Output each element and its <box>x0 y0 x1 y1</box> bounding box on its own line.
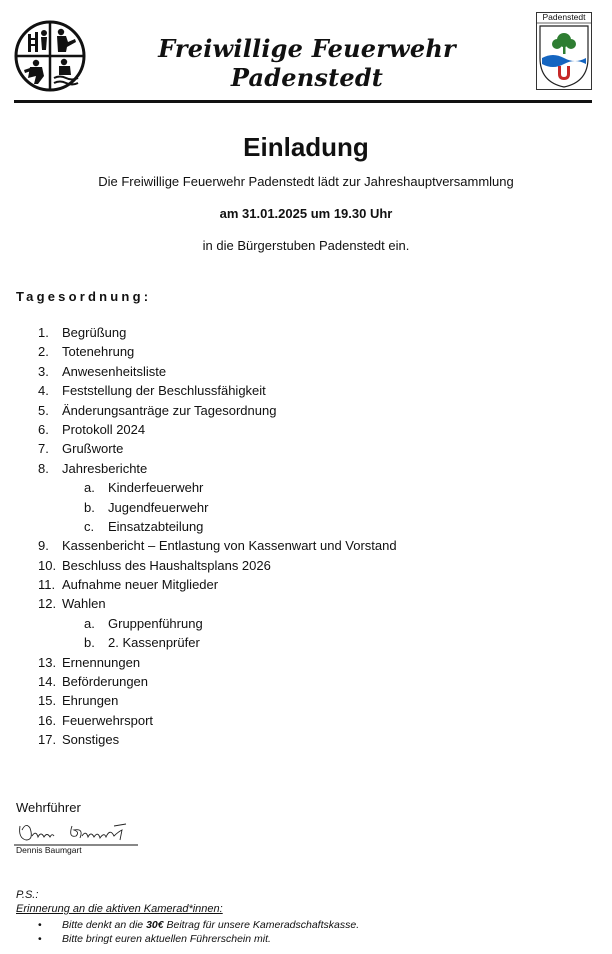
agenda-item-text: 2. Kassenprüfer <box>108 635 200 651</box>
agenda-item-text: Gruppenführung <box>108 615 203 631</box>
crest-label: Padenstedt <box>542 12 586 22</box>
agenda-item-number: a. <box>84 615 95 631</box>
agenda-subitem <box>0 633 612 652</box>
agenda-item-text: Aufnahme neuer Mitglieder <box>62 577 219 593</box>
agenda-item <box>0 342 612 361</box>
bullet-icon: • <box>38 933 42 945</box>
intro-line-3: in die Bürgerstuben Padenstedt ein. <box>202 238 410 253</box>
agenda-item <box>0 672 612 691</box>
agenda-subitem <box>0 614 612 633</box>
agenda-heading: Tagesordnung: <box>16 289 152 304</box>
agenda-item-number: 12. <box>38 596 57 612</box>
ps-list-item <box>0 918 612 932</box>
agenda-item-text: Kassenbericht – Entlastung von Kassenwart und Vorstand <box>62 538 397 554</box>
padenstedt-crest-icon <box>536 12 592 90</box>
agenda-item <box>0 420 612 439</box>
header-divider <box>14 100 592 103</box>
signature-role: Wehrführer <box>16 800 81 815</box>
agenda-item-number: 3. <box>38 363 49 379</box>
agenda-item-text: Begrüßung <box>62 325 127 340</box>
agenda-item-text: Sonstiges <box>62 732 120 748</box>
agenda-item <box>0 323 612 342</box>
firefighter-emblem-icon <box>14 20 86 92</box>
agenda-item-number: 9. <box>38 538 49 554</box>
agenda-subitem <box>0 478 612 497</box>
agenda-item-text: Grußworte <box>62 441 124 457</box>
crest-shield <box>536 12 592 90</box>
agenda-item <box>0 556 612 575</box>
agenda-item-text: Jahresberichte <box>62 460 148 476</box>
agenda-item-number: 8. <box>38 460 49 476</box>
agenda-item-number: 10. <box>38 557 57 573</box>
agenda-item-number: 6. <box>38 421 49 437</box>
meeting-datetime: am 31.01.2025 um 19.30 Uhr <box>219 206 393 221</box>
agenda-item-text: Einsatzabteilung <box>108 518 204 534</box>
agenda-item <box>0 401 612 420</box>
agenda-item <box>0 362 612 381</box>
agenda-item-number: b. <box>84 635 95 651</box>
ps-list-item <box>0 932 612 946</box>
agenda-item <box>0 594 612 613</box>
agenda-list <box>0 323 612 750</box>
agenda-subitem <box>0 517 612 536</box>
agenda-item-text: Beförderungen <box>62 674 149 690</box>
ps-reminder: Erinnerung an die aktiven Kamerad*innen: <box>16 903 223 915</box>
agenda-item-number: 1. <box>38 325 49 340</box>
agenda-item-number: 16. <box>38 712 57 728</box>
agenda-item <box>0 575 612 594</box>
letterhead <box>0 0 612 104</box>
ps-item-text: Bitte bringt euren aktuellen Führerschein mit. <box>62 933 271 945</box>
agenda-item-number: c. <box>84 518 95 534</box>
agenda-item-text: Kinderfeuerwehr <box>108 480 204 496</box>
agenda-item-number: 13. <box>38 654 57 670</box>
agenda-item-text: Beschluss des Haushaltsplans 2026 <box>62 557 271 573</box>
agenda-item-text: Wahlen <box>62 596 106 612</box>
agenda-item-number: 7. <box>38 441 49 457</box>
agenda-item-text: Jugendfeuerwehr <box>108 499 209 515</box>
agenda-item-text: Ehrungen <box>62 693 119 709</box>
signature-name: Dennis Baumgart <box>16 845 82 855</box>
agenda-item-text: Anwesenheitsliste <box>62 363 167 379</box>
agenda-item-number: b. <box>84 499 95 515</box>
agenda-item <box>0 536 612 555</box>
agenda-item-text: Feststellung der Beschlussfähigkeit <box>62 383 266 399</box>
agenda-item-number: a. <box>84 480 95 496</box>
brand-title: Freiwillige Feuerwehr Padenstedt <box>158 34 456 92</box>
agenda-item <box>0 730 612 749</box>
agenda-subitem <box>0 498 612 517</box>
agenda-item-text: Ernennungen <box>62 654 141 670</box>
agenda-item-number: 17. <box>38 732 57 748</box>
agenda-item-number: 4. <box>38 383 49 399</box>
agenda-item <box>0 711 612 730</box>
ps-list <box>0 918 612 946</box>
bullet-icon: • <box>38 919 42 931</box>
intro-line-1: Die Freiwillige Feuerwehr Padenstedt lädt zur Jahreshauptversammlung <box>98 174 514 189</box>
agenda-item <box>0 653 612 672</box>
agenda-item <box>0 459 612 478</box>
handwritten-signature <box>14 818 144 848</box>
agenda-item <box>0 439 612 458</box>
agenda-item-text: Feuerwehrsport <box>62 712 154 728</box>
agenda-item-number: 2. <box>38 344 49 360</box>
agenda-item <box>0 381 612 400</box>
ps-item-text: Bitte denkt an die 30€ Beitrag für unsere Kameradschaftskasse. <box>62 919 360 931</box>
agenda-item-text: Protokoll 2024 <box>62 421 146 437</box>
agenda-item-number: 15. <box>38 693 57 709</box>
agenda-item-number: 5. <box>38 402 49 418</box>
ps-label: P.S.: <box>16 889 39 901</box>
agenda-item-text: Totenehrung <box>62 344 135 360</box>
agenda-item-text: Änderungsanträge zur Tagesordnung <box>62 402 277 418</box>
agenda-item-number: 14. <box>38 674 57 690</box>
document-title: Einladung <box>243 132 369 162</box>
agenda-item <box>0 691 612 710</box>
agenda-item-number: 11. <box>38 577 56 593</box>
